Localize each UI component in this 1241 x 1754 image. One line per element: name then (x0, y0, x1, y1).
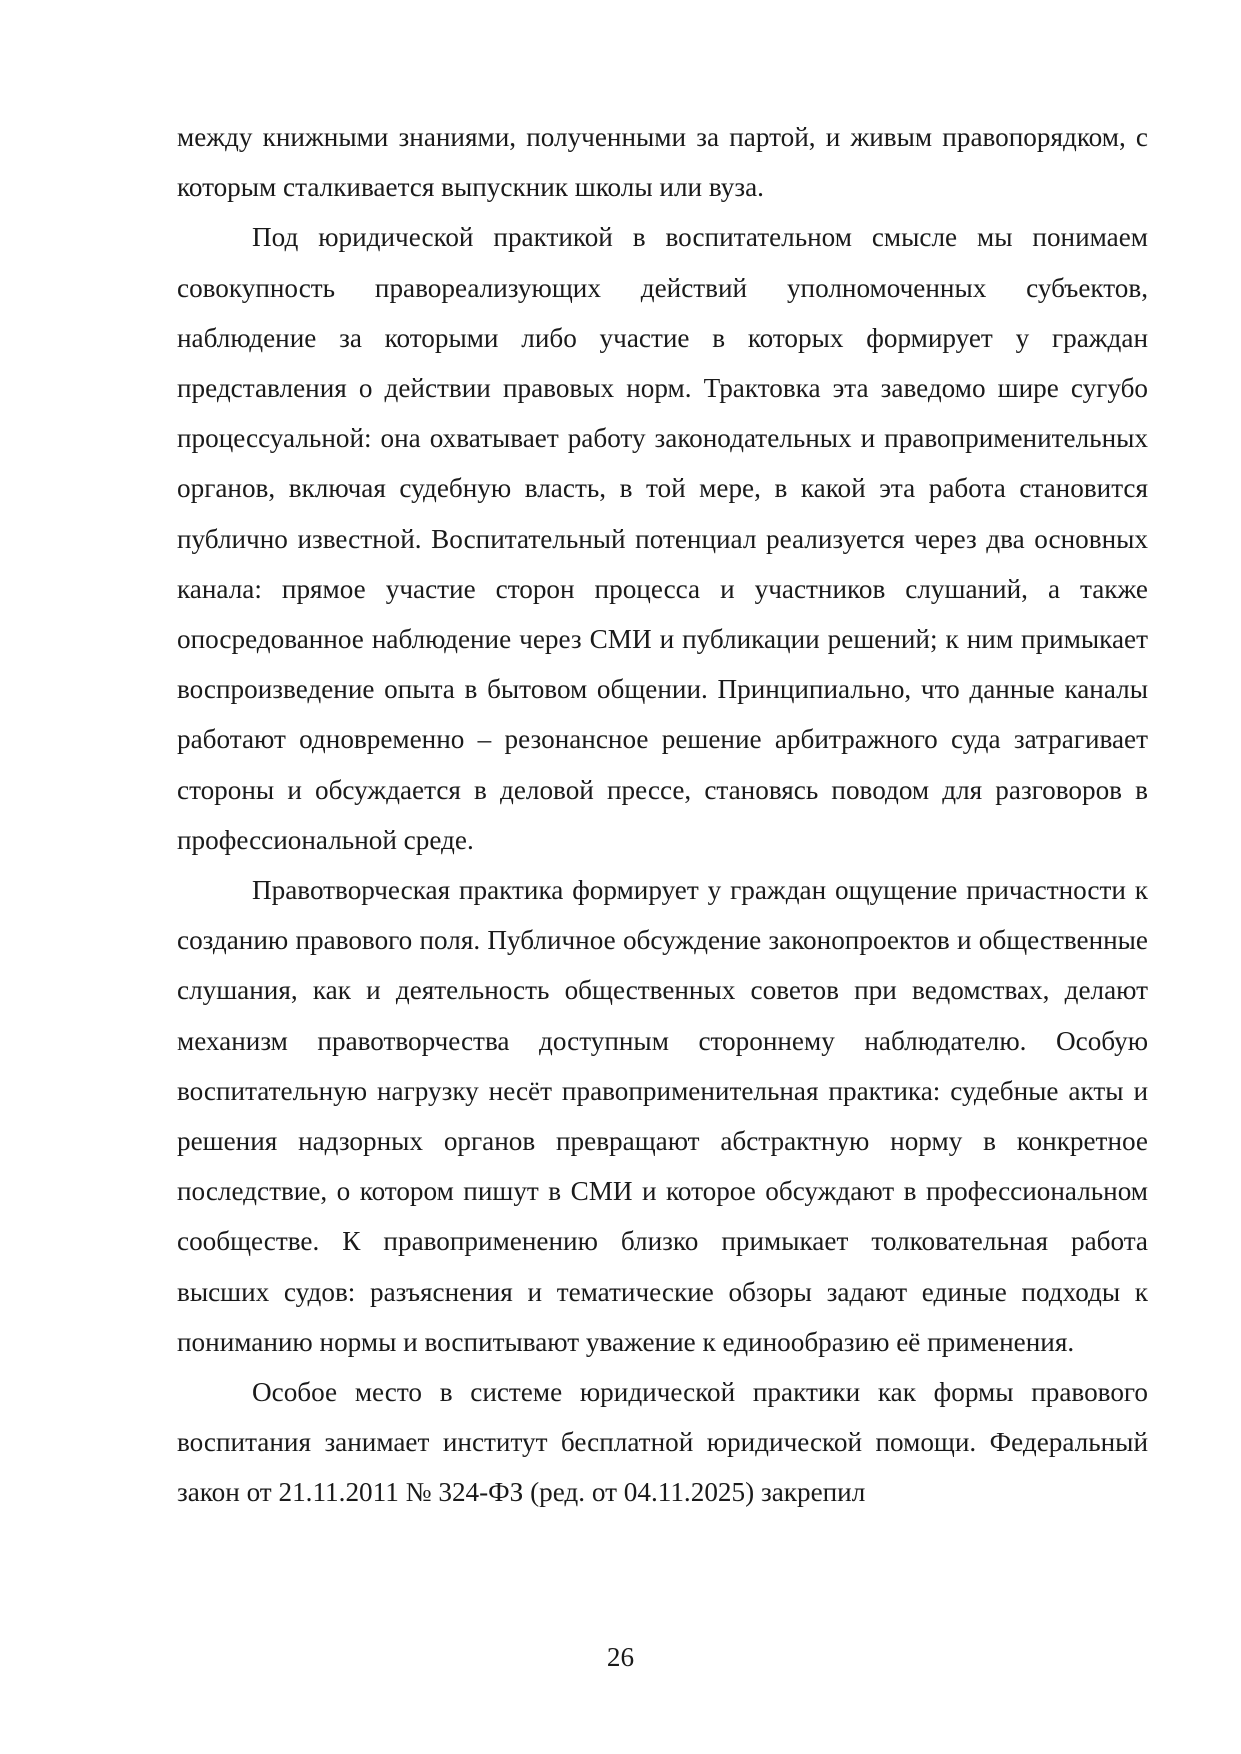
page-number: 26 (606, 1642, 635, 1672)
paragraph-legal-practice-definition: Под юридической практикой в воспитательном смысле мы понимаем совокупность правореализующих действий уполномоченных субъектов, наблюдение за которыми либо участие в которых формирует у граждан представления о действии правовых норм. Трактовка эта заведомо шире сугубо процессуальной: она охватывает работу законодательных и правоприменительных органов, включая судебную власть, в той мере, в какой эта работа становится публично известной. Воспитательный потенциал реализуется через два основных канала: прямое участие сторон процесса и участников слушаний, а также опосредованное наблюдение через СМИ и публикации решений; к ним примыкает воспроизведение опыта в бытовом общении. Принципиально, что данные каналы работают одновременно – резонансное решение арбитражного суда затрагивает стороны и обсуждается в деловой прессе, становясь поводом для разговоров в профессиональной среде. (177, 222, 1148, 855)
paragraph-free-legal-aid: Особое место в системе юридической практики как формы правового воспитания занимает институт бесплатной юридической помощи. Федеральный закон от 21.11.2011 № 324-ФЗ (ред. от 04.11.2025) закрепил (177, 1377, 1148, 1508)
paragraph-continuation: между книжными знаниями, полученными за партой, и живым правопорядком, с которым сталкивается выпускник школы или вуза. (177, 122, 1148, 203)
paragraph-lawmaking-practice: Правотворческая практика формирует у граждан ощущение причастности к созданию правового поля. Публичное обсуждение законопроектов и общественные слушания, как и деятельность общественных советов при ведомствах, делают механизм правотворчества доступным стороннему наблюдателю. Особую воспитательную нагрузку несёт правоприменительная практика: судебные акты и решения надзорных органов превращают абстрактную норму в конкретное последствие, о котором пишут в СМИ и которое обсуждают в профессиональном сообществе. К правоприменению близко примыкает толковательная работа высших судов: разъяснения и тематические обзоры задают единые подходы к пониманию нормы и воспитывают уважение к единообразию её применения. (177, 875, 1148, 1357)
document-body (177, 112, 1148, 1518)
